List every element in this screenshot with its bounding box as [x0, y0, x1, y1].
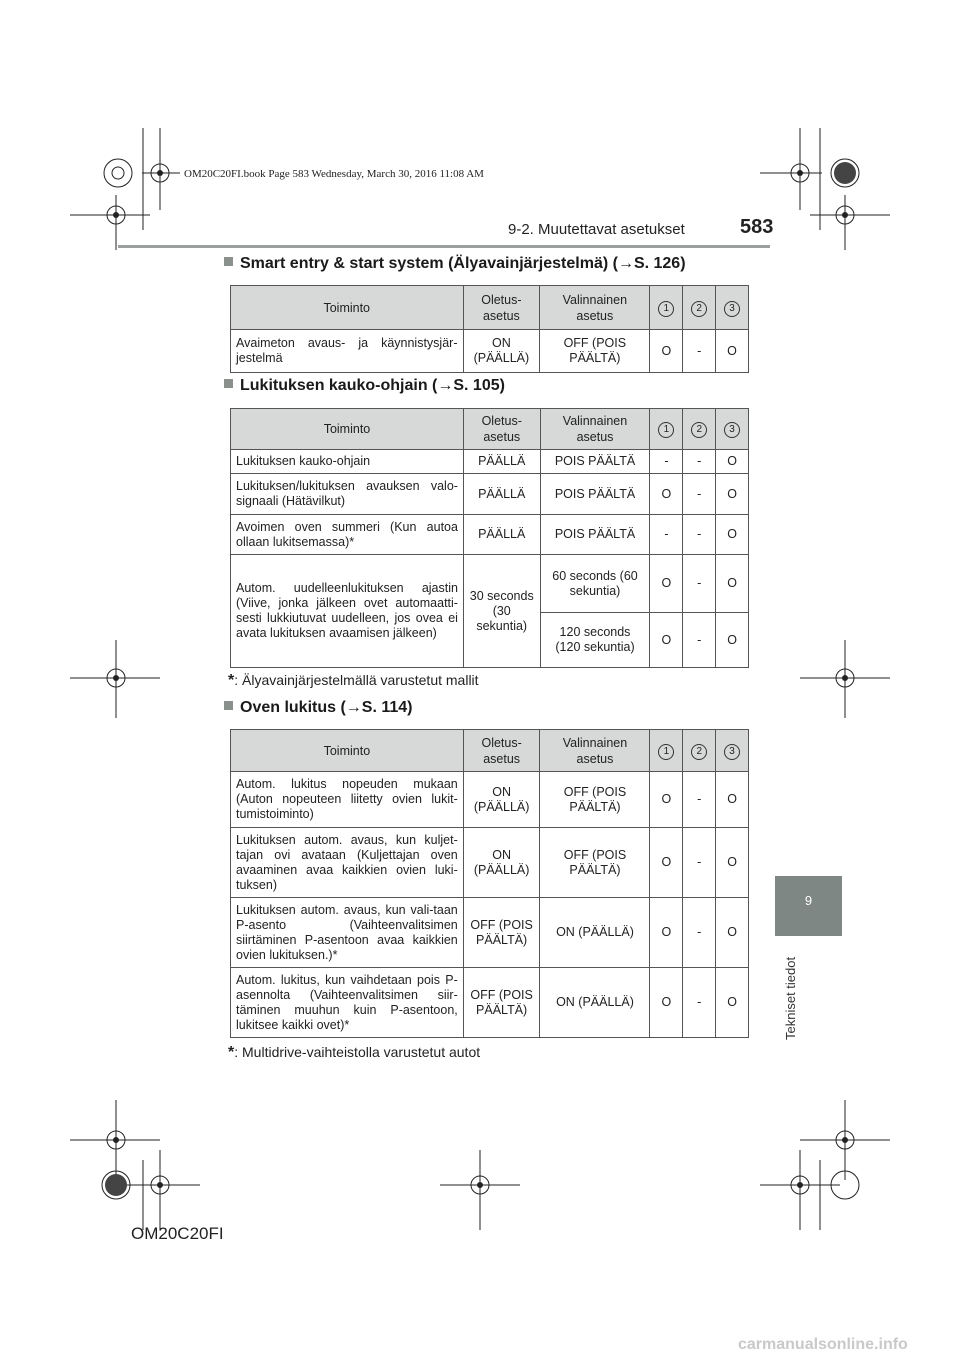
table-header-row: Toiminto Oletus-asetus Valinnainen asetus 1 2 3 — [231, 409, 749, 450]
table-remote — [230, 408, 749, 668]
table-row: Lukituksen/lukituksen avauksen valo-signaali (Hätävilkut) PÄÄLLÄ POIS PÄÄLTÄ O - O — [231, 474, 749, 515]
col-2: 2 — [683, 286, 716, 330]
section-heading-door-lock: Oven lukitus (→S. 114) — [224, 699, 413, 717]
chapter-title-vertical — [779, 942, 805, 1042]
col-3: 3 — [716, 286, 749, 330]
table-door-lock — [230, 729, 749, 1038]
table-header-row — [231, 286, 749, 330]
col-function: Toiminto — [231, 286, 464, 330]
page-number: 583 — [740, 216, 774, 238]
header-rule — [118, 245, 770, 248]
footnote-multidrive: *: Multidrive-vaihteistolla varustetut autot — [228, 1044, 481, 1061]
print-info: OM20C20FI.book Page 583 Wednesday, March 30, 2016 11:08 AM — [184, 168, 484, 180]
table-smart-entry — [230, 285, 749, 373]
col-default: Oletus-asetus — [463, 286, 540, 330]
table-header-row: Toiminto Oletus-asetus Valinnainen asetus 1 2 3 — [231, 730, 749, 772]
table-row: Avoimen oven summeri (Kun autoa ollaan lukitsemassa)* PÄÄLLÄ POIS PÄÄLTÄ - - O — [231, 515, 749, 555]
col-1: 1 — [650, 286, 683, 330]
footer-code: OM20C20FI — [131, 1224, 224, 1243]
sunburst-mark-icon — [104, 159, 132, 187]
col-optional: Valinnainen asetus — [540, 286, 650, 330]
running-head: 9-2. Muutettavat asetukset — [508, 221, 685, 238]
table-row: Avaimeton avaus- ja käynnistysjär-jestelmä ON (PÄÄLLÄ) OFF (POIS PÄÄLTÄ) O - O — [231, 330, 749, 373]
table-row: 120 seconds (120 sekuntia) O - O — [231, 613, 749, 668]
square-bullet-icon — [224, 701, 233, 710]
watermark: carmanualsonline.info — [738, 1336, 908, 1353]
table-row: Autom. uudelleenlukituksen ajastin (Viive, jonka jälkeen ovet automaatti-sesti lukkiutuvat uudelleen, jos ovea ei avata lukituksen avaamisen jälkeen) 30 seconds (30 sekuntia) 60 seconds (60 sekuntia) O - O — [231, 555, 749, 613]
table-row: Autom. lukitus nopeuden mukaan (Auton nopeuteen liitetty ovien lukit-tumistoiminto) ON (PÄÄLLÄ) OFF (POIS PÄÄLTÄ) O - O — [231, 772, 749, 828]
chapter-tab — [775, 876, 842, 936]
footnote-smart-key: *: Älyavainjärjestelmällä varustetut mallit — [228, 672, 479, 689]
table-row: Lukituksen autom. avaus, kun vali-taan P-asento (Vaihteenvalitsimen siirtäminen P-asentoon avaa kaikkien ovien lukituksen.)* OFF (POIS PÄÄLTÄ) ON (PÄÄLLÄ) O - O — [231, 898, 749, 968]
chapter-number: 9 — [804, 893, 813, 908]
square-bullet-icon — [224, 379, 233, 388]
section-heading-smart-entry: Smart entry & start system (Älyavainjärjestelmä) (→S. 126) — [224, 255, 686, 273]
table-row: Autom. lukitus, kun vaihdetaan pois P-asennolta (Vaihteenvalitsimen siir-täminen muuhun kuin P-asentoon, lukitsee kaikki ovet)* OFF (POIS PÄÄLTÄ) ON (PÄÄLLÄ) O - O — [231, 968, 749, 1038]
section-heading-remote: Lukituksen kauko-ohjain (→S. 105) — [224, 377, 505, 395]
chapter-title: Tekniset tiedot — [783, 956, 798, 1040]
square-bullet-icon — [224, 257, 233, 266]
table-row: Lukituksen kauko-ohjain PÄÄLLÄ POIS PÄÄLTÄ - - O — [231, 450, 749, 474]
table-row: Lukituksen autom. avaus, kun kuljet-tajan ovi avataan (Kuljettajan oven avaaminen avaa kaikkien ovien luki-tuksen) ON (PÄÄLLÄ) OFF (POIS PÄÄLTÄ) O - O — [231, 828, 749, 898]
